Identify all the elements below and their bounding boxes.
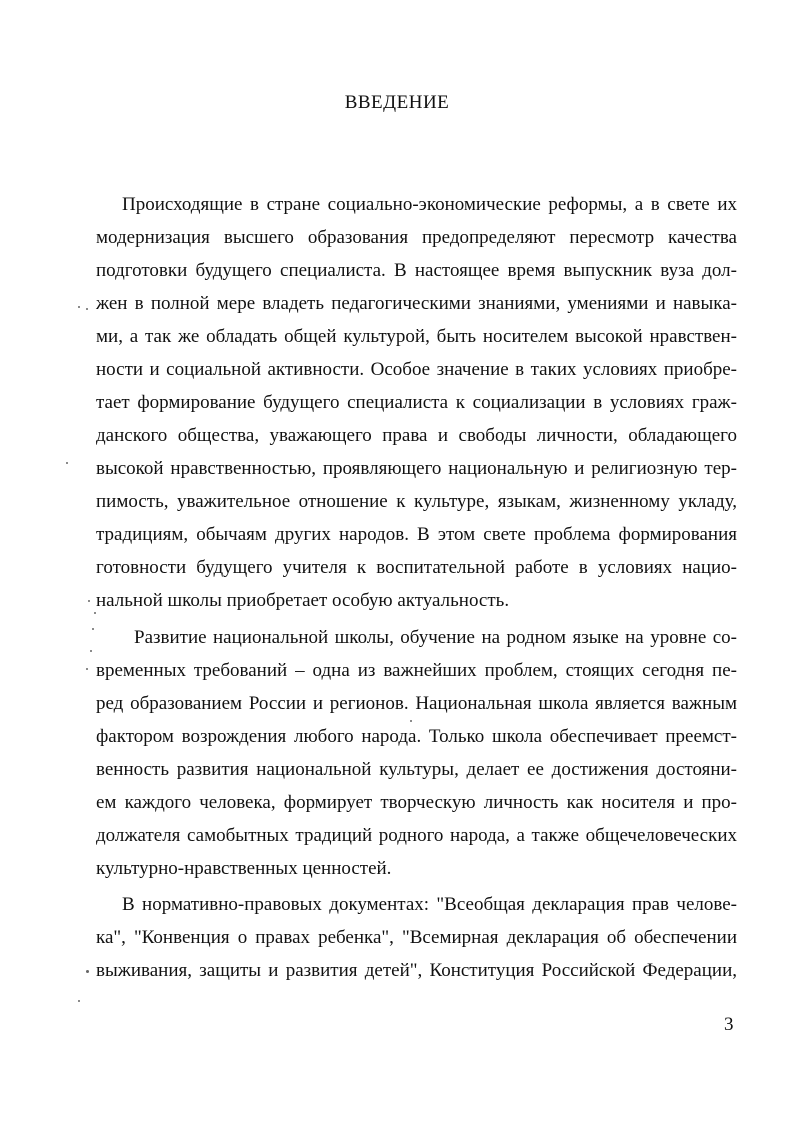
scan-speck — [90, 650, 92, 652]
scan-speck — [92, 628, 94, 630]
text-line: модернизация высшего образования предопределяют пересмотр качества — [96, 227, 737, 248]
scan-speck — [86, 668, 88, 670]
scan-speck — [86, 308, 88, 310]
text-line: готовности будущего учителя к воспитательной работе в условиях нацио- — [96, 557, 737, 578]
text-line: Происходящие в стране социально-экономические реформы, а в свете их — [122, 194, 737, 215]
text-line: пимость, уважительное отношение к культуре, языкам, жизненному укладу, — [96, 491, 737, 512]
text-line: высокой нравственностью, проявляющего национальную и религиозную тер- — [96, 458, 737, 479]
text-line: ем каждого человека, формирует творческую личность как носителя и про- — [96, 792, 737, 813]
text-line: подготовки будущего специалиста. В настоящее время выпускник вуза дол- — [96, 260, 737, 281]
page-heading: ВВЕДЕНИЕ — [344, 92, 450, 113]
scan-speck — [78, 1000, 80, 1002]
text-line: жен в полной мере владеть педагогическими знаниями, умениями и навыка- — [96, 293, 737, 314]
text-line: ми, а так же обладать общей культурой, быть носителем высокой нравствен- — [96, 326, 737, 347]
text-line: ности и социальной активности. Особое значение в таких условиях приобре- — [96, 359, 737, 380]
text-line: В нормативно-правовых документах: "Всеобщая декларация прав челове- — [122, 894, 737, 915]
text-line: должателя самобытных традиций родного народа, а также общечеловеческих — [96, 825, 737, 846]
text-line: временных требований – одна из важнейших проблем, стоящих сегодня пе- — [96, 660, 737, 681]
text-line: ред образованием России и регионов. Национальная школа является важным — [96, 693, 737, 714]
scan-speck — [88, 600, 90, 602]
text-line: венность развития национальной культуры, делает ее достижения достояни- — [96, 759, 737, 780]
page-number: 3 — [724, 1014, 734, 1035]
text-line: культурно-нравственных ценностей. — [96, 858, 392, 879]
text-line: выживания, защиты и развития детей", Конституция Российской Федерации, — [96, 960, 737, 981]
text-line: традициям, обычаям других народов. В этом свете проблема формирования — [96, 524, 737, 545]
scan-speck — [410, 720, 412, 722]
scan-speck — [86, 970, 89, 973]
scan-speck — [78, 306, 80, 308]
text-line: нальной школы приобретает особую актуальность. — [96, 590, 510, 611]
text-line: данского общества, уважающего права и свободы личности, обладающего — [96, 425, 737, 446]
text-line: ка", "Конвенция о правах ребенка", "Всемирная декларация об обеспечении — [96, 927, 737, 948]
text-line: Развитие национальной школы, обучение на родном языке на уровне со- — [134, 627, 737, 648]
scan-speck — [94, 612, 96, 614]
scan-speck — [66, 462, 68, 464]
text-line: тает формирование будущего специалиста к социализации в условиях граж- — [96, 392, 737, 413]
text-line: фактором возрождения любого народа. Только школа обеспечивает преемст- — [96, 726, 737, 747]
